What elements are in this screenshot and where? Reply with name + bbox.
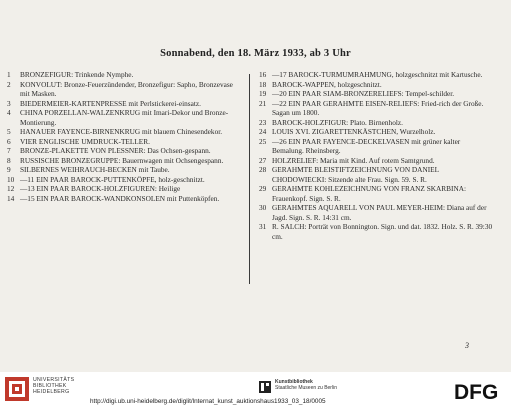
item-number: 6 (7, 136, 11, 146)
item-description: RUSSISCHE BRONZEGRUPPE: Bauernwagen mit Ochsengespann. (20, 155, 224, 165)
item-number: 2 (7, 79, 11, 89)
uni-line: BIBLIOTHEK (33, 383, 67, 390)
page-heading: Sonnabend, den 18. März 1933, ab 3 Uhr (160, 48, 351, 59)
item-number: 18 (259, 79, 267, 89)
catalog-item (7, 146, 239, 156)
kunstbibliothek-name (275, 379, 337, 391)
item-number: 31 (259, 222, 267, 231)
kb-line: Kunstbibliothek (275, 379, 313, 385)
item-description: VIER ENGLISCHE UMDRUCK-TELLER. (20, 136, 150, 146)
item-number: 5 (7, 127, 11, 136)
catalog-item (259, 222, 495, 241)
catalog-item (7, 80, 239, 99)
catalog-item (259, 203, 495, 222)
item-description: BAROCK-WAPPEN, holzgeschnitzt. (272, 79, 382, 89)
source-url-link[interactable]: http://digi.ub.uni-heidelberg.de/diglit/lnternat_kunst_auktionshaus1933_03_18/0005 (90, 398, 326, 405)
item-number: 7 (7, 146, 11, 155)
catalog-item (259, 80, 495, 90)
catalog-item (7, 108, 239, 127)
university-seal-icon (4, 376, 30, 402)
item-description: —26 EIN PAAR FAYENCE-DECKELVASEN mit grüner kalter Bemalung. Rheinsberg. (272, 136, 461, 155)
catalog-item (259, 89, 495, 99)
catalog-item (7, 184, 239, 194)
item-number: 12 (7, 184, 15, 193)
catalog-item (7, 99, 239, 109)
item-number: 28 (259, 165, 267, 174)
catalog-item (7, 175, 239, 185)
item-description: HOLZRELIEF: Maria mit Kind. Auf rotem Samtgrund. (272, 155, 435, 165)
catalog-item (259, 99, 495, 118)
item-number: 25 (259, 136, 267, 146)
item-number: 29 (259, 184, 267, 193)
catalog-item (259, 118, 495, 128)
kb-line: Staatliche Museen zu Berlin (275, 385, 337, 391)
catalog-item (7, 70, 239, 80)
item-number: 8 (7, 155, 11, 165)
item-description: BRONZEFIGUR: Trinkende Nymphe. (20, 70, 134, 79)
catalog-item (259, 184, 495, 203)
item-description: KONVOLUT: Bronze-Feuerzündender, Bronzefigur: Sapho, Bronzevase mit Masken. (20, 79, 233, 98)
item-description: BAROCK-HOLZFIGUR: Plato. Birnenholz. (272, 117, 403, 127)
item-number: 30 (259, 203, 267, 212)
item-description: CHINA PORZELLAN-WALZENKRUG mit Imari-Dekor und Bronze-Montierung. (20, 108, 229, 127)
dfg-logo-icon (452, 379, 507, 403)
item-number: 10 (7, 174, 15, 184)
item-description: —22 EIN PAAR GERAHMTE EISEN-RELIEFS: Fried-rich der Große. Sagan um 1800. (272, 98, 484, 117)
column-divider (249, 74, 250, 284)
item-number: 24 (259, 127, 267, 136)
item-description: —17 BAROCK-TURMUMRAHMUNG, holzgeschnitzt mit Kartusche. (272, 70, 483, 79)
item-number: 19 (259, 89, 267, 98)
uni-line: UNIVERSITÄTS (33, 377, 75, 383)
catalog-item (259, 70, 495, 80)
item-description: GERAHMTES AQUARELL VON PAUL MEYER-HEIM: Diana auf der Jagd. Sign. S. R. 14:31 cm. (272, 203, 487, 222)
item-number: 14 (7, 193, 15, 203)
item-description: LOUIS XVI. ZIGARETTENKÄSTCHEN, Wurzelholz. (272, 127, 436, 136)
item-number: 16 (259, 70, 267, 79)
page-number: 3 (465, 341, 469, 350)
item-number: 9 (7, 165, 11, 174)
kunstbibliothek-logo-icon (258, 380, 272, 394)
item-description: —13 EIN PAAR BAROCK-HOLZFIGUREN: Heilige (20, 184, 181, 193)
item-description: —15 EIN PAAR BAROCK-WANDKONSOLEN mit Puttenköpfen. (20, 193, 220, 203)
item-description: HANAUER FAYENCE-BIRNENKRUG mit blauem Chinesendekor. (20, 127, 223, 136)
catalog-item (259, 127, 495, 137)
item-description: R. SALCH: Porträt von Bonnington. Sign. und dat. 1832. Holz. S. R. 39:30 cm. (272, 222, 493, 241)
catalog-item (259, 137, 495, 156)
catalog-item (7, 127, 239, 137)
dfg-label: DFG (454, 381, 499, 403)
catalog-item (7, 194, 239, 204)
item-number: 1 (7, 70, 11, 79)
catalog-item (7, 156, 239, 166)
uni-line: HEIDELBERG (33, 389, 70, 396)
catalog-item (7, 137, 239, 147)
catalog-item (259, 156, 495, 166)
item-description: —20 EIN PAAR SIAM-BRONZERELIEFS: Tempel-schilder. (272, 89, 455, 98)
item-description: —11 EIN PAAR BAROCK-PUTTENKÖPFE, holz-geschnitzt. (20, 174, 205, 184)
item-number: 4 (7, 108, 11, 117)
item-description: BRONZE-PLAKETTE VON PLESSNER: Das Ochsen-gespann. (20, 146, 211, 155)
item-number: 23 (259, 117, 267, 127)
item-number: 27 (259, 155, 267, 165)
right-column (259, 70, 495, 241)
item-number: 21 (259, 98, 267, 108)
item-number: 3 (7, 98, 11, 108)
item-description: BIEDERMEIER-KARTENPRESSE mit Perlstickerei-einsatz. (20, 98, 201, 108)
left-column (7, 70, 239, 203)
item-description: GERAHMTE BLEISTIFTZEICHNUNG VON DANIEL CHODOWIECKI: Sitzende alte Frau. Sign. 59. S. R. (272, 165, 439, 184)
item-description: GERAHMTE KOHLEZEICHNUNG VON FRANZ SKARBINA: Frauenkopf. Sign. S. R. (272, 184, 467, 203)
catalog-item (259, 165, 495, 184)
university-library-name (33, 377, 74, 396)
catalog-item (7, 165, 239, 175)
item-description: SILBERNES WEIHRAUCH-BECKEN mit Taube. (20, 165, 170, 174)
